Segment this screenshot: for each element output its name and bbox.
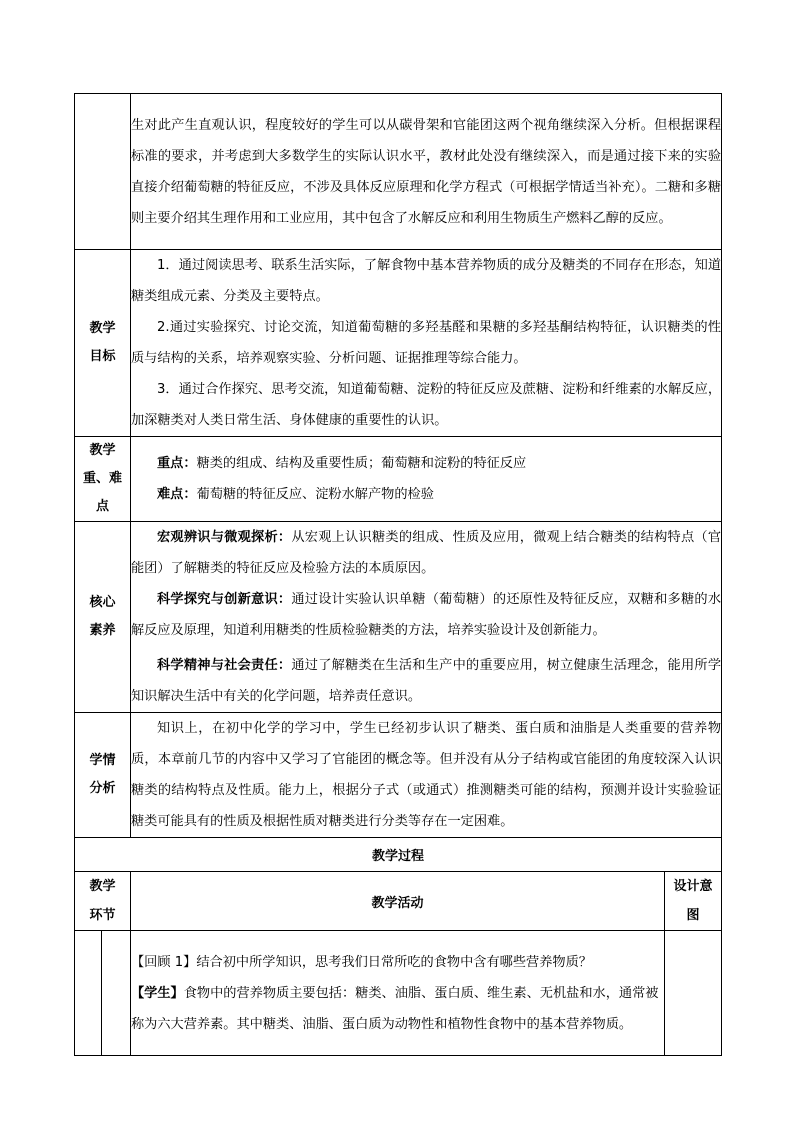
objectives-content xyxy=(131,250,722,437)
keypoints-label-line2: 重、难 xyxy=(82,471,122,486)
key-point-label: 重点： xyxy=(157,456,197,471)
analysis-label-line2: 分析 xyxy=(89,781,116,796)
col-design-header xyxy=(665,872,722,931)
objectives-label xyxy=(75,250,131,437)
analysis-label xyxy=(75,713,131,838)
stage-cell-left xyxy=(75,931,102,1056)
literacy-item xyxy=(131,650,721,712)
literacy-keyword: 宏观辨识与微观探析： xyxy=(157,530,292,545)
analysis-content xyxy=(131,713,722,838)
col-stage-line2: 环节 xyxy=(89,908,116,923)
literacy-text: 从宏观上认识糖类的组成、性质及应用，微观上结合糖类的结构特点（官能团）了解糖类的特征反应及检验方法的本质原因。 xyxy=(131,530,722,576)
col-stage-line1: 教学 xyxy=(89,879,116,894)
activity-content xyxy=(131,931,665,1056)
literacy-label xyxy=(75,522,131,713)
intro-row xyxy=(75,94,722,250)
keypoints-label-line1: 教学 xyxy=(89,443,116,458)
objectives-row xyxy=(75,250,722,437)
key-point-text: 糖类的组成、结构及重要性质；葡萄糖和淀粉的特征反应 xyxy=(196,456,527,471)
objective-item: 2.通过实验探究、讨论交流，知道葡萄糖的多羟基醛和果糖的多羟基酮结构特征，认识糖类的性质与结构的关系，培养观察实验、分析问题、证据推理等综合能力。 xyxy=(131,320,722,366)
stage-cell-right xyxy=(102,931,131,1056)
objectives-label-line1: 教学 xyxy=(89,321,116,336)
literacy-row xyxy=(75,522,722,713)
student-tag: 【学生】 xyxy=(131,985,184,1001)
literacy-label-line1: 核心 xyxy=(89,595,116,610)
keypoints-content xyxy=(131,437,722,522)
intro-label-cell xyxy=(75,94,131,250)
student-text: 食物中的营养物质主要包括：糖类、油脂、蛋白质、维生素、无机盐和水，通常被称为六大营养素。其中糖类、油脂、蛋白质为动物性和植物性食物中的基本营养物质。 xyxy=(131,985,659,1032)
key-point xyxy=(131,448,721,479)
col-design-line2: 图 xyxy=(686,908,700,923)
keypoints-row xyxy=(75,437,722,522)
literacy-label-line2: 素养 xyxy=(89,623,116,638)
col-stage-header xyxy=(75,872,131,931)
analysis-label-line1: 学情 xyxy=(89,753,116,768)
student-answer xyxy=(131,978,664,1040)
col-design-line1: 设计意 xyxy=(673,879,713,894)
literacy-item xyxy=(131,522,721,584)
difficulty-label: 难点： xyxy=(157,487,197,502)
literacy-text: 通过设计实验认识单糖（葡萄糖）的还原性及特征反应，双糖和多糖的水解反应及原理，知道利用糖类的性质检验糖类的方法，培养实验设计及创新能力。 xyxy=(131,592,722,638)
objectives-label-line2: 目标 xyxy=(89,349,116,364)
process-title: 教学过程 xyxy=(75,838,722,872)
col-activity-header: 教学活动 xyxy=(131,872,665,931)
literacy-item xyxy=(131,584,721,646)
literacy-keyword: 科学精神与社会责任： xyxy=(157,658,292,673)
difficulty-text: 葡萄糖的特征反应、淀粉水解产物的检验 xyxy=(196,487,434,502)
literacy-content xyxy=(131,522,722,713)
literacy-text: 通过了解糖类在生活和生产中的重要应用，树立健康生活理念，能用所学知识解决生活中有关的化学问题，培养责任意识。 xyxy=(131,658,722,704)
analysis-paragraph: 知识上，在初中化学的学习中，学生已经初步认识了糖类、蛋白质和油脂是人类重要的营养物质，本章前几节的内容中又学习了官能团的概念等。但并没有从分子结构或官能团的角度较深入认识糖类的结构特点及性质。能力上，根据分子式（或通式）推测糖类可能的结构，预测并设计实验验证糖类可能具有的性质及根据性质对糖类进行分类等存在一定困难。 xyxy=(131,721,722,829)
process-header-row xyxy=(75,872,722,931)
literacy-keyword: 科学探究与创新意识： xyxy=(157,592,292,607)
keypoints-label xyxy=(75,437,131,522)
process-title-row xyxy=(75,838,722,872)
analysis-row xyxy=(75,713,722,838)
activity-row xyxy=(75,931,722,1056)
intro-content xyxy=(131,94,722,250)
difficulty-point xyxy=(131,479,721,510)
keypoints-label-line3: 点 xyxy=(95,499,109,514)
objective-item: 1．通过阅读思考、联系生活实际，了解食物中基本营养物质的成分及糖类的不同存在形态，知道糖类组成元素、分类及主要特点。 xyxy=(131,258,722,304)
design-cell xyxy=(665,931,722,1056)
intro-paragraph: 生对此产生直观认识，程度较好的学生可以从碳骨架和官能团这两个视角继续深入分析。但根据课程标准的要求，并考虑到大多数学生的实际认识水平，教材此处没有继续深入，而是通过接下来的实验直接介绍葡萄糖的特征反应，不涉及具体反应原理和化学方程式（可根据学情适当补充）。二糖和多糖则主要介绍其生理作用和工业应用，其中包含了水解反应和利用生物质生产燃料乙醇的反应。 xyxy=(131,117,722,226)
review-question: 【回顾 1】结合初中所学知识，思考我们日常所吃的食物中含有哪些营养物质？ xyxy=(131,954,592,970)
objective-item: 3．通过合作探究、思考交流，知道葡萄糖、淀粉的特征反应及蔗糖、淀粉和纤维素的水解反应，加深糖类对人类日常生活、身体健康的重要性的认识。 xyxy=(131,382,722,428)
lesson-plan-table xyxy=(74,93,722,1056)
